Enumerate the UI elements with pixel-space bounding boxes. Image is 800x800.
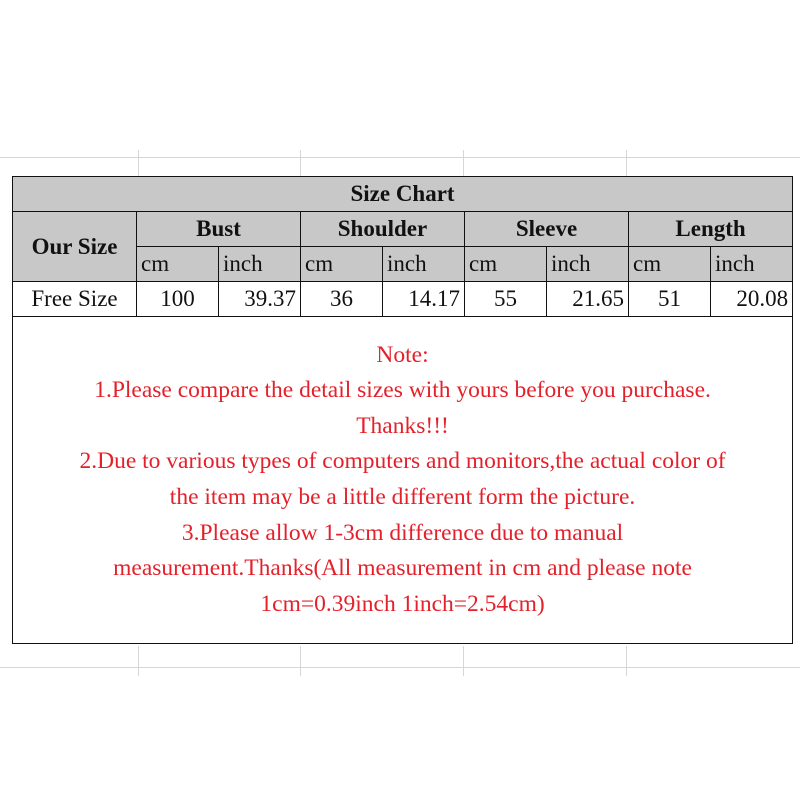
- note-row: [13, 317, 793, 644]
- bust-cm-value: 100: [137, 282, 219, 317]
- bust-unit-cm: cm: [137, 247, 219, 282]
- sheet-gridline: [626, 646, 627, 676]
- note-line: 2.Due to various types of computers and monitors,the actual color of: [79, 448, 726, 475]
- size-data-row: [13, 282, 793, 317]
- our-size-header: Our Size: [13, 212, 137, 282]
- size-chart-table: [12, 176, 793, 644]
- chart-title: Size Chart: [13, 177, 793, 212]
- sleeve-unit-inch: inch: [547, 247, 629, 282]
- title-row: [13, 177, 793, 212]
- sheet-gridline: [138, 646, 139, 676]
- size-name-cell: Free Size: [13, 282, 137, 317]
- note-box: [13, 317, 793, 644]
- note-line: the item may be a little different form the picture.: [169, 484, 636, 510]
- sheet-gridline: [0, 667, 800, 668]
- bust-header: Bust: [137, 212, 301, 247]
- sleeve-cm-value: 55: [465, 282, 547, 317]
- length-inch-value: 20.08: [711, 282, 793, 317]
- bust-inch-value: 39.37: [219, 282, 301, 317]
- note-heading: Note:: [376, 341, 429, 368]
- shoulder-unit-cm: cm: [301, 247, 383, 282]
- sheet-gridline: [300, 646, 301, 676]
- length-unit-inch: inch: [711, 247, 793, 282]
- sleeve-header: Sleeve: [465, 212, 629, 247]
- shoulder-inch-value: 14.17: [383, 282, 465, 317]
- note-line: 1.Please compare the detail sizes with yours before you purchase.: [94, 377, 711, 404]
- sleeve-inch-value: 21.65: [547, 282, 629, 317]
- shoulder-cm-value: 36: [301, 282, 383, 317]
- note-line: Thanks!!!: [356, 412, 449, 439]
- note-line: 3.Please allow 1-3cm difference due to manual: [181, 519, 624, 546]
- length-unit-cm: cm: [629, 247, 711, 282]
- sleeve-unit-cm: cm: [465, 247, 547, 282]
- note-line: 1cm=0.39inch 1inch=2.54cm): [260, 590, 545, 617]
- shoulder-header: Shoulder: [301, 212, 465, 247]
- size-chart-sheet: [12, 176, 792, 644]
- sheet-gridline: [463, 646, 464, 676]
- note-line: measurement.Thanks(All measurement in cm and please note: [113, 555, 692, 582]
- length-header: Length: [629, 212, 793, 247]
- shoulder-unit-inch: inch: [383, 247, 465, 282]
- measurement-header-row: [13, 212, 793, 247]
- bust-unit-inch: inch: [219, 247, 301, 282]
- sheet-gridline: [0, 157, 800, 158]
- length-cm-value: 51: [629, 282, 711, 317]
